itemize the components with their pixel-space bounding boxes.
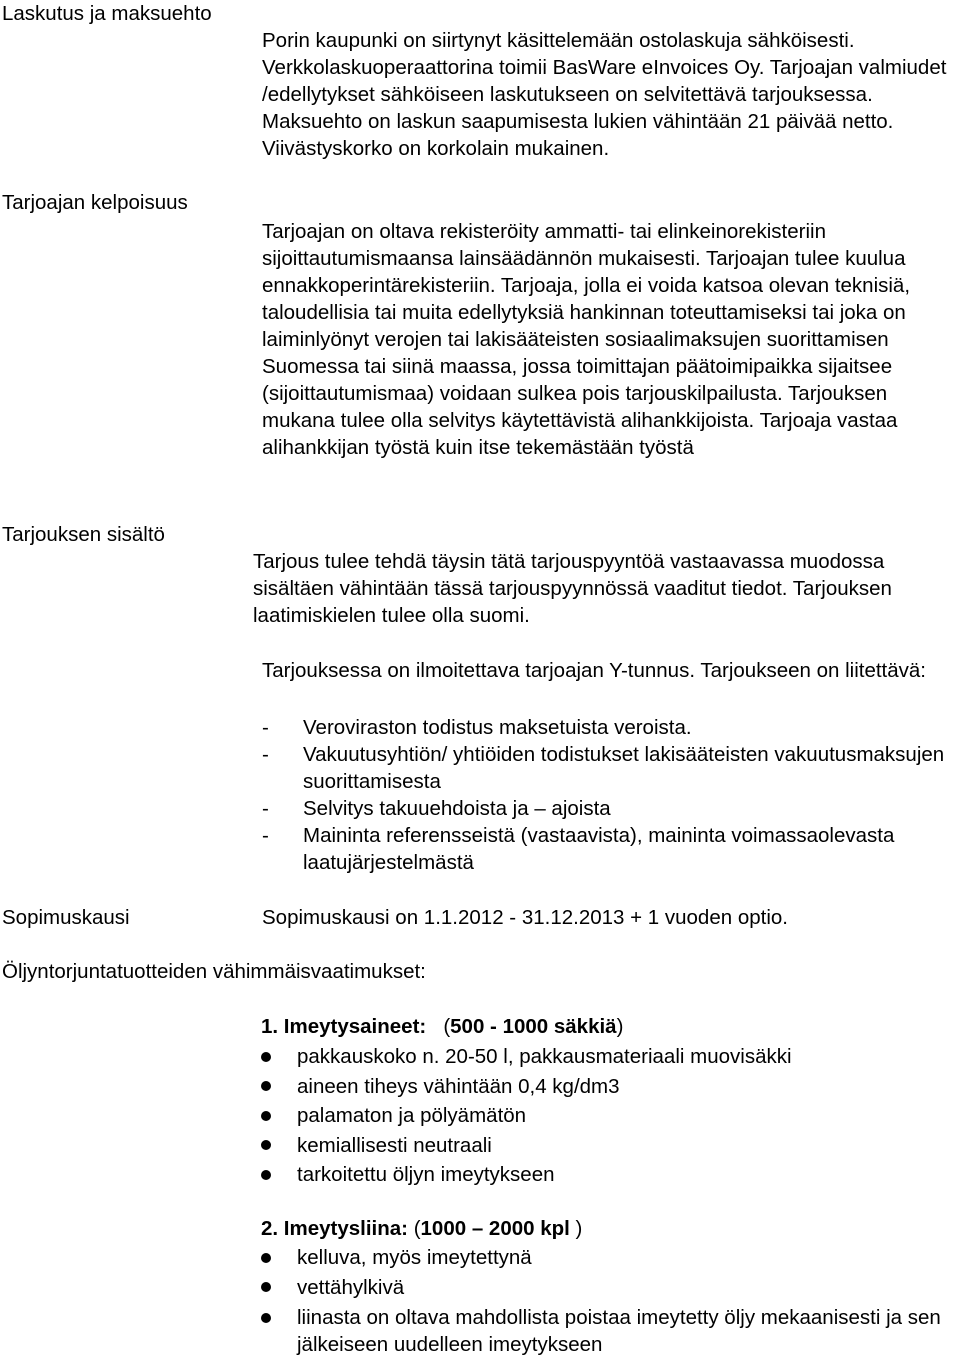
list-item: [261, 1304, 951, 1358]
attachment-text: Maininta referensseistä (vastaavista), maininta voimassaolevasta laatujärjestelmästä: [303, 824, 895, 874]
requirement-1-qty-close: ): [616, 1015, 624, 1038]
requirement-2-name: 2. Imeytysliina:: [261, 1217, 408, 1240]
attachment-text: Veroviraston todistus maksetuista veroista.: [303, 716, 692, 739]
bullet-icon: [261, 1313, 271, 1323]
bullet-text: vettähylkivä: [297, 1275, 405, 1299]
ytunnus-paragraph: Tarjouksessa on ilmoitettava tarjoajan Y-tunnus. Tarjoukseen on liitettävä:: [262, 659, 926, 682]
attachment-text: Selvitys takuuehdoista ja – ajoista: [303, 797, 611, 820]
list-item: [262, 714, 952, 741]
list-item: [261, 1042, 951, 1072]
bullet-icon: [261, 1282, 271, 1292]
bullet-text: aineen tiheys vähintään 0,4 kg/dm3: [297, 1074, 620, 1098]
section-label-kelpoisuus: Tarjoajan kelpoisuus: [2, 191, 188, 214]
attachments-list: [262, 714, 952, 876]
section-label-laskutus: Laskutus ja maksuehto: [2, 2, 212, 25]
list-item: [261, 1243, 951, 1273]
bullet-icon: [261, 1081, 271, 1091]
bullet-icon: [261, 1111, 271, 1121]
list-item: [262, 795, 952, 822]
list-item: [262, 822, 952, 876]
requirement-2-qty-open: (: [413, 1217, 421, 1240]
bullet-text: kemiallisesti neutraali: [297, 1133, 492, 1157]
list-item: [261, 1160, 951, 1190]
list-item: [261, 1273, 951, 1303]
dash-marker: -: [262, 743, 269, 766]
dash-marker: -: [262, 797, 269, 820]
requirement-2-title: [261, 1215, 582, 1242]
requirement-1-list: [261, 1042, 951, 1190]
bullet-text: tarkoitettu öljyn imeytykseen: [297, 1163, 555, 1187]
bullet-icon: [261, 1170, 271, 1180]
kelpoisuus-paragraph: Tarjoajan on oltava rekisteröity ammatti- tai elinkeinorekisteriin sijoittautumismaansa lainsäädännön mukaisesti. Tarjoajan tulee kuulua ennakkoperintärekisteriin. Tarjoaja, jolla ei voida katsoa olevan teknisiä, taloudellisia tai muita edellytyksiä hankinnan toteuttamiseksi tai joka on laiminlyönyt verojen tai lakisääteisten sosiaalimaksujen suorittamisen Suomessa tai siinä maassa, jossa toimittajan päätoimipaikka sijaitsee (sijoittautumismaa) voidaan sulkea pois tarjouskilpailusta. Tarjouksen mukana tulee olla selvitys käytettävistä alihankkijoista. Tarjoaja vastaa alihankkijan työstä kuin itse tekemästään työstä: [262, 220, 911, 459]
laskutus-paragraph: Porin kaupunki on siirtynyt käsittelemään ostolaskuja sähköisesti. Verkkolaskuoperaattorina toimii BasWare eInvoices Oy. Tarjoajan valmiudet /edellytykset sähköiseen laskutukseen on selvitettävä tarjouksessa. Maksuehto on laskun saapumisesta lukien vähintään 21 päivää netto. Viivästyskorko on korkolain mukainen.: [262, 29, 947, 160]
section-label-sisalto: Tarjouksen sisältö: [2, 523, 165, 546]
dash-marker: -: [262, 716, 269, 739]
bullet-icon: [261, 1140, 271, 1150]
attachment-text: Vakuutusyhtiön/ yhtiöiden todistukset lakisääteisten vakuutusmaksujen suorittamisesta: [303, 743, 945, 793]
bullet-text: pakkauskoko n. 20-50 l, pakkausmateriaali muovisäkki: [297, 1045, 792, 1069]
section-label-sopimuskausi: Sopimuskausi: [2, 906, 130, 929]
sisalto-paragraph: Tarjous tulee tehdä täysin tätä tarjouspyyntöä vastaavassa muodossa sisältäen vähintään tässä tarjouspyynnössä vaaditut tiedot. Tarjouksen laatimiskielen tulee olla suomi.: [253, 550, 892, 627]
requirement-2-qty: 1000 – 2000 kpl: [420, 1217, 570, 1240]
requirements-heading: Öljyntorjuntatuotteiden vähimmäisvaatimukset:: [2, 960, 426, 983]
bullet-text: liinasta on oltava mahdollista poistaa imeytetty öljy mekaanisesti ja sen jälkeiseen uudelleen imeytykseen: [297, 1306, 941, 1356]
requirement-2-qty-close: ): [575, 1217, 583, 1240]
kelpoisuus-text: [262, 218, 952, 461]
requirement-1-title: [261, 1013, 623, 1040]
sisalto-text: [253, 548, 953, 629]
list-item: [262, 741, 952, 795]
list-item: [261, 1072, 951, 1102]
requirement-1-name: 1. Imeytysaineet:: [261, 1015, 427, 1038]
list-item: [261, 1131, 951, 1161]
requirement-1-qty: 500 - 1000 säkkiä: [450, 1015, 617, 1038]
dash-marker: -: [262, 824, 269, 847]
list-item: [261, 1101, 951, 1131]
bullet-text: kelluva, myös imeytettynä: [297, 1246, 532, 1270]
requirement-1-qty-open: (: [443, 1015, 451, 1038]
bullet-icon: [261, 1052, 271, 1062]
bullet-text: palamaton ja pölyämätön: [297, 1104, 527, 1128]
sopimuskausi-text: Sopimuskausi on 1.1.2012 - 31.12.2013 + 1 vuoden optio.: [262, 906, 788, 929]
bullet-icon: [261, 1253, 271, 1263]
ytunnus-text: [262, 657, 952, 684]
laskutus-text: [262, 27, 952, 162]
requirement-2-list: [261, 1243, 951, 1358]
